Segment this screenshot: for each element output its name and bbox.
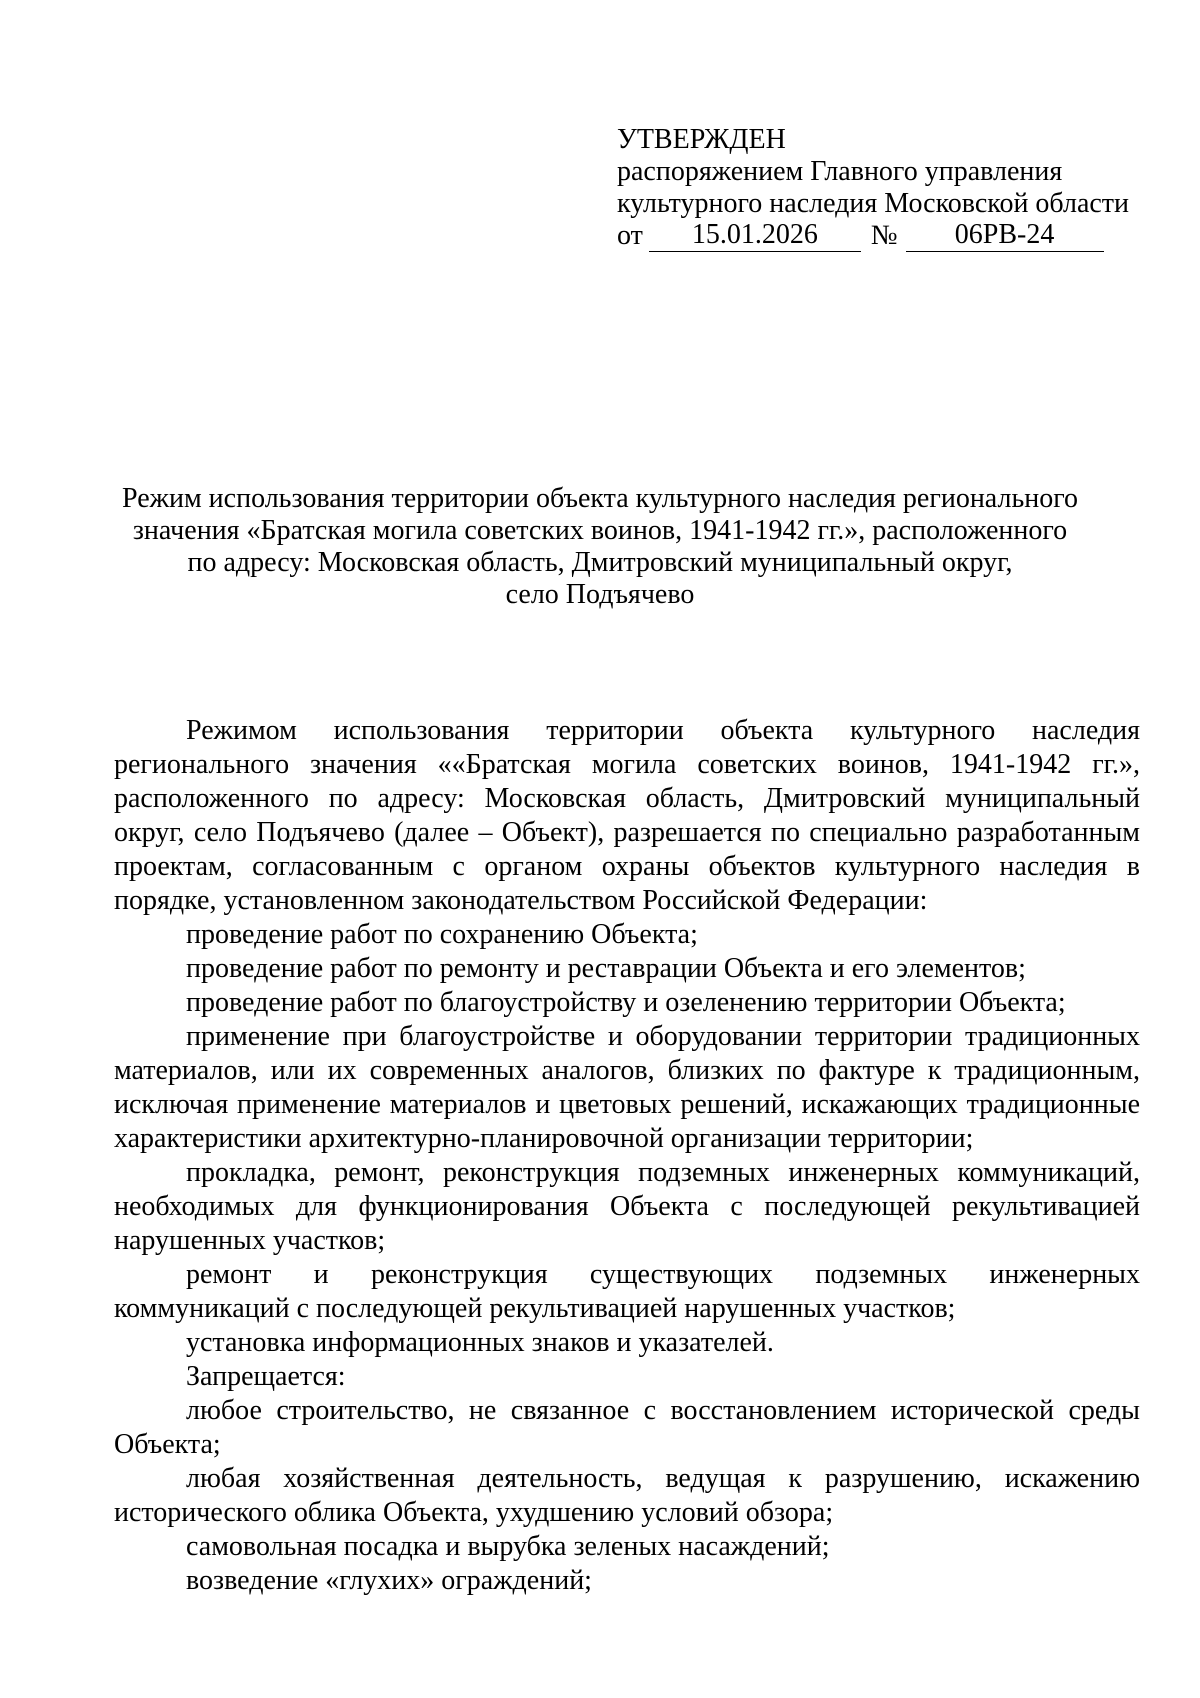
document-body	[114, 714, 1140, 1598]
title-line: значения «Братская могила советских воинов, 1941-1942 гг.», расположенного	[132, 515, 1068, 546]
permitted-item: установка информационных знаков и указателей.	[186, 1327, 774, 1358]
approval-issuer-line-1: распоряжением Главного управления	[617, 156, 1063, 187]
prohibited-item: любая хозяйственная деятельность, ведущая к разрушению, искажению исторического облика Объекта, ухудшению условий обзора;	[114, 1463, 1140, 1528]
document-title	[120, 483, 1080, 611]
approval-number: 06РВ-24	[906, 221, 1104, 252]
number-sign: №	[870, 220, 898, 251]
prohibited-item: возведение «глухих» ограждений;	[186, 1565, 592, 1596]
title-line: по адресу: Московская область, Дмитровский муниципальный округ,	[187, 547, 1013, 578]
approval-date-number-line	[617, 220, 1137, 252]
approval-heading: УТВЕРЖДЕН	[617, 124, 786, 155]
permitted-item: прокладка, ремонт, реконструкция подземных инженерных коммуникаций, необходимых для функционирования Объекта с последующей рекультивацией нарушенных участков;	[114, 1157, 1140, 1256]
title-line: Режим использования территории объекта культурного наследия регионального	[122, 483, 1078, 514]
approval-block	[617, 124, 1137, 252]
date-prefix: от	[617, 220, 643, 251]
approval-date: 15.01.2026	[649, 221, 861, 252]
prohibited-item: любое строительство, не связанное с восстановлением исторической среды Объекта;	[114, 1395, 1140, 1460]
permitted-item: применение при благоустройстве и оборудовании территории традиционных материалов, или их современных аналогов, близких по фактуре к традиционным, исключая применение материалов и цветовых решений, искажающих традиционные характеристики архитектурно-планировочной организации территории;	[114, 1021, 1140, 1154]
permitted-item: ремонт и реконструкция существующих подземных инженерных коммуникаций с последующей рекультивацией нарушенных участков;	[114, 1259, 1140, 1324]
body-paragraph: Режимом использования территории объекта культурного наследия регионального значения ««Братская могила советских воинов, 1941-1942 гг.», расположенного по адресу: Московская область, Дмитровский муниципальный округ, село Подъячево (далее – Объект), разрешается по специально разработанным проектам, согласованным с органом охраны объектов культурного наследия в порядке, установленном законодательством Российской Федерации:	[114, 715, 1140, 916]
permitted-item: проведение работ по сохранению Объекта;	[186, 919, 698, 950]
prohibited-item: самовольная посадка и вырубка зеленых насаждений;	[186, 1531, 830, 1562]
permitted-item: проведение работ по благоустройству и озеленению территории Объекта;	[186, 987, 1066, 1018]
approval-issuer-line-2: культурного наследия Московской области	[617, 188, 1130, 219]
prohibited-heading: Запрещается:	[186, 1361, 346, 1392]
title-line: село Подъячево	[505, 579, 695, 610]
permitted-item: проведение работ по ремонту и реставрации Объекта и его элементов;	[186, 953, 1026, 984]
